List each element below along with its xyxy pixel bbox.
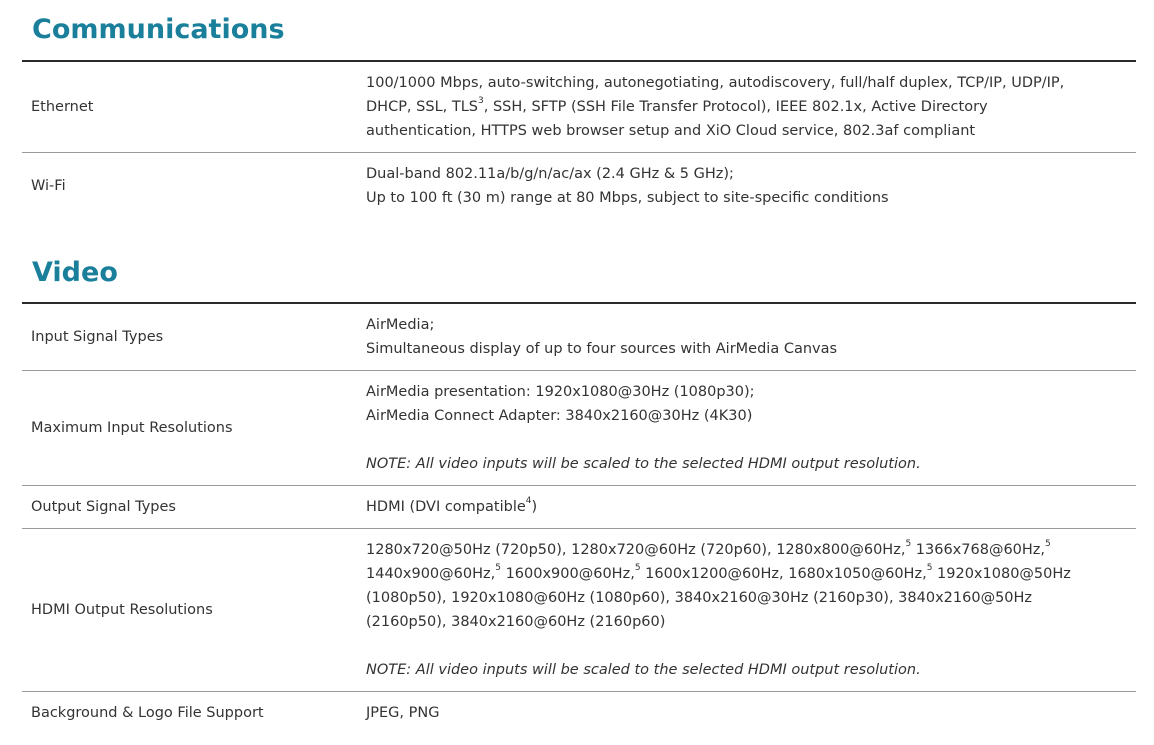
row-value-wifi bbox=[366, 162, 1136, 210]
row-divider bbox=[22, 370, 1136, 371]
value-line: authentication, HTTPS web browser setup and XiO Cloud service, 802.3af compliant bbox=[366, 123, 976, 139]
value-line: Up to 100 ft (30 m) range at 80 Mbps, subject to site-specific conditions bbox=[366, 190, 889, 206]
row-divider bbox=[22, 528, 1136, 529]
value-line: 1440x900@60Hz,$^5$ 1600x900@60Hz,$^5$ 1600x1200@60Hz, 1680x1050@60Hz,$^5$ 1920x1080@50Hz bbox=[366, 563, 1071, 582]
row-label-max-input-resolutions: Maximum Input Resolutions bbox=[31, 420, 233, 436]
footnote-marker: 4 bbox=[525, 496, 532, 507]
row-value-hdmi-output-resolutions bbox=[366, 538, 1136, 682]
footnote-marker: 5 bbox=[495, 563, 501, 574]
scaling-note: NOTE: All video inputs will be scaled to the selected HDMI output resolution. bbox=[366, 662, 921, 678]
value-line: 1280x720@50Hz (720p50), 1280x720@60Hz (720p60), 1280x800@60Hz,$^5$ 1366x768@60Hz,$^5$ bbox=[366, 539, 1051, 558]
spacer bbox=[366, 428, 1136, 452]
row-label-input-signal-types: Input Signal Types bbox=[31, 329, 164, 345]
row-label-background-logo-file-support: Background & Logo File Support bbox=[31, 705, 264, 721]
value-line: HDMI (DVI compatible$^4$) bbox=[366, 496, 538, 515]
value-line: (1080p50), 1920x1080@60Hz (1080p60), 3840x2160@30Hz (2160p30), 3840x2160@50Hz bbox=[366, 590, 1033, 606]
row-label-hdmi-output-resolutions: HDMI Output Resolutions bbox=[31, 602, 213, 618]
row-divider bbox=[22, 485, 1136, 486]
row-divider bbox=[22, 691, 1136, 692]
value-line: AirMedia presentation: 1920x1080@30Hz (1080p30); bbox=[366, 384, 755, 400]
row-value-max-input-resolutions bbox=[366, 380, 1136, 476]
section-rule bbox=[22, 60, 1136, 62]
footnote-marker: 5 bbox=[634, 563, 641, 574]
value-line: JPEG, PNG bbox=[366, 705, 440, 721]
video-heading: Video bbox=[32, 257, 118, 288]
row-label-wifi: Wi-Fi bbox=[31, 178, 66, 194]
row-label-ethernet: Ethernet bbox=[31, 99, 94, 115]
footnote-marker: 5 bbox=[1045, 539, 1051, 550]
scaling-note: NOTE: All video inputs will be scaled to the selected HDMI output resolution. bbox=[366, 456, 921, 472]
row-value-output-signal-types bbox=[366, 495, 1136, 519]
communications-heading: Communications bbox=[32, 14, 285, 45]
spacer bbox=[366, 634, 1136, 658]
row-divider bbox=[22, 152, 1136, 153]
value-line: AirMedia; bbox=[366, 317, 435, 333]
value-line: Dual-band 802.11a/b/g/n/ac/ax (2.4 GHz & 5 GHz); bbox=[366, 166, 734, 182]
footnote-marker: 5 bbox=[905, 539, 912, 550]
value-line: (2160p50), 3840x2160@60Hz (2160p60) bbox=[366, 614, 666, 630]
footnote-marker: 5 bbox=[926, 563, 933, 574]
value-line: 100/1000 Mbps, auto-switching, autonegotiating, autodiscovery, full/half duplex, TCP/IP, UDP/IP, bbox=[366, 75, 1065, 91]
row-value-background-logo-file-support bbox=[366, 701, 1136, 725]
row-label-output-signal-types: Output Signal Types bbox=[31, 499, 176, 515]
row-value-ethernet bbox=[366, 71, 1136, 143]
value-line: DHCP, SSL, TLS$^3$, SSH, SFTP (SSH File Transfer Protocol), IEEE 802.1x, Active Directory bbox=[366, 96, 988, 115]
footnote-marker: 3 bbox=[478, 96, 484, 107]
value-line: Simultaneous display of up to four sources with AirMedia Canvas bbox=[366, 341, 838, 357]
row-value-input-signal-types bbox=[366, 313, 1136, 361]
value-line: AirMedia Connect Adapter: 3840x2160@30Hz (4K30) bbox=[366, 408, 753, 424]
section-rule bbox=[22, 302, 1136, 304]
